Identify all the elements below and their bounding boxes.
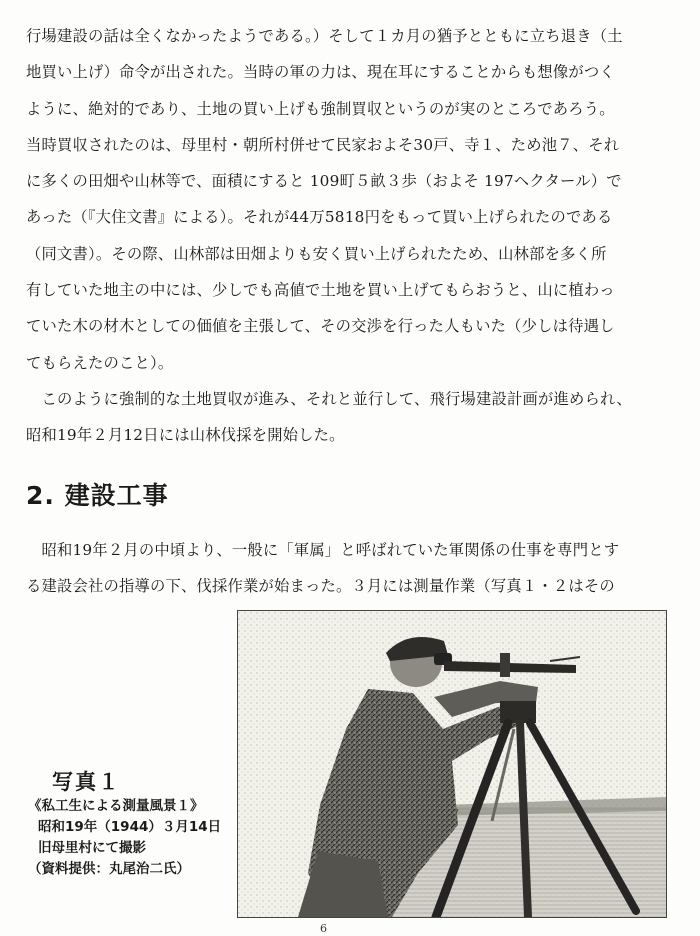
section-heading: 2. 建設工事 [26,481,169,510]
text-line: 行場建設の話は全くなかったようである。）そして１カ月の猶予とともに立ち退き（土 [26,27,623,45]
text-line: このように強制的な土地買収が進み、それと並行して、飛行場建設計画が進められ、 [26,390,632,408]
text-line: 昭和19年２月12日には山林伐採を開始した。 [26,426,345,445]
caption-subtitle: 《私工生による測量風景１》 [28,798,204,814]
text-line: に多くの田畑や山林等で、面積にすると 109町５畝３歩（およそ 197ヘクタール）で [26,172,622,191]
text-line: （同文書）。その際、山林部は田畑よりも安く買い上げられたため、山林部を多く所 [26,244,607,263]
text-line: あった（『大住文書』による）。それが44万5818円をもって買い上げられたのである [26,208,613,227]
caption-title: 写真１ [52,770,121,794]
paragraph-construction [26,532,674,605]
text-line: ように、絶対的であり、土地の買い上げも強制買収というのが実のところであろう。 [26,99,615,118]
text-line: ていた木の材木としての価値を主張して、その交渉を行った人もいた（少しは待遇し [26,317,615,336]
photo-caption [28,766,238,880]
text-line: る建設会社の指導の下、伐採作業が始まった。３月には測量作業（写真１・２はその [26,577,615,596]
caption-date: 昭和19年（1944）３月14日 [38,819,222,835]
paragraph-logging-start [26,381,674,454]
text-line: 昭和19年２月の中頃より、一般に「軍属」と呼ばれていた軍関係の仕事を専門とす [26,541,620,559]
survey-photo [237,610,667,918]
paragraph-land-purchase [26,18,674,381]
text-line: てもらえたのこと）。 [26,353,174,372]
caption-location: 旧母里村にて撮影 [38,840,146,856]
text-line: 当時買収されたのは、母里村・朝所村併せて民家およそ30戸、寺１、ため池７、それ [26,135,620,154]
text-line: 有していた地主の中には、少しでも高値で土地を買い上げてもらおうと、山に植わっ [26,281,615,300]
page-number: 6 [320,922,327,935]
caption-credit: （資料提供：丸尾治二氏） [28,861,190,877]
text-line: 地買い上げ）命令が出された。当時の軍の力は、現在耳にすることからも想像がつく [26,63,615,82]
